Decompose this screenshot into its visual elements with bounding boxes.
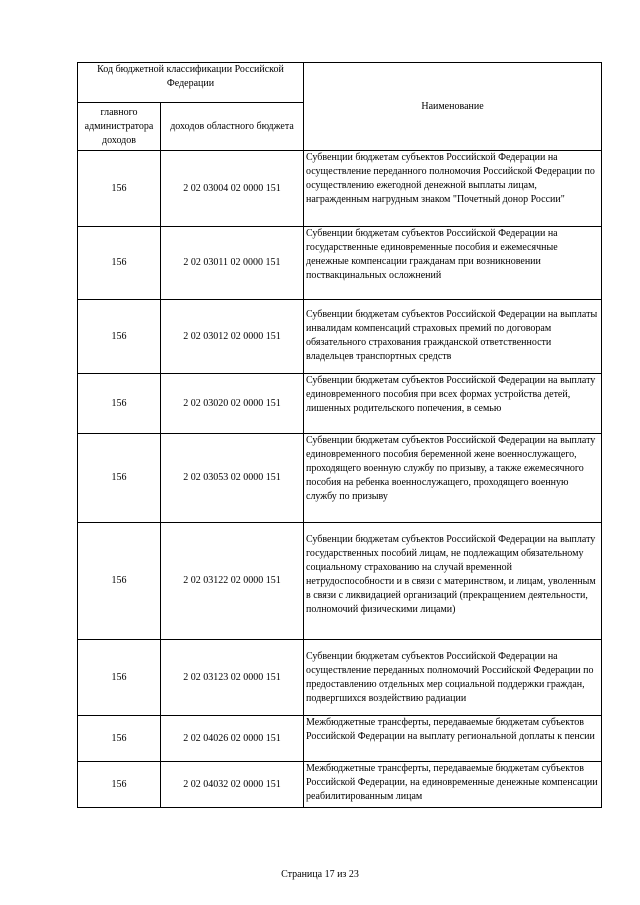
table-row (78, 523, 602, 640)
table-row (78, 762, 602, 808)
header-admin: главного администратора доходов (78, 103, 161, 151)
cell-admin: 156 (78, 300, 161, 374)
header-group-title: Код бюджетной классификации Российской Федерации (78, 63, 304, 103)
cell-code: 2 02 03011 02 0000 151 (161, 227, 304, 300)
header-name: Наименование (304, 63, 602, 151)
cell-admin: 156 (78, 640, 161, 716)
cell-name: Субвенции бюджетам субъектов Российской Федерации на выплату государственных пособий лицам, не подлежащим обязательному социальному страхованию на случай временной нетрудоспособности и в связи с материнством, и лицам, уволенным в связи с ликвидацией организаций (прекращением деятельности, полномочий физическими лицами) (304, 523, 602, 640)
table-row (78, 716, 602, 762)
cell-code: 2 02 03123 02 0000 151 (161, 640, 304, 716)
cell-code: 2 02 04026 02 0000 151 (161, 716, 304, 762)
table-row (78, 151, 602, 227)
cell-name: Субвенции бюджетам субъектов Российской Федерации на осуществление переданного полномочия Российской Федерации по осуществлению ежегодной денежной выплаты лицам, награжденным нагрудным знаком "Почетный донор России" (304, 151, 602, 227)
cell-name: Межбюджетные трансферты, передаваемые бюджетам субъектов Российской Федерации, на единовременные денежные компенсации реабилитированным лицам (304, 762, 602, 808)
header-code: доходов областного бюджета (161, 103, 304, 151)
cell-name: Субвенции бюджетам субъектов Российской Федерации на выплаты инвалидам компенсаций страховых премий по договорам обязательного страхования гражданской ответственности владельцев транспортных средств (304, 300, 602, 374)
table-row (78, 227, 602, 300)
cell-code: 2 02 03020 02 0000 151 (161, 374, 304, 434)
cell-admin: 156 (78, 374, 161, 434)
cell-admin: 156 (78, 762, 161, 808)
table-row (78, 434, 602, 523)
header-row-group (78, 63, 602, 103)
cell-code: 2 02 04032 02 0000 151 (161, 762, 304, 808)
cell-admin: 156 (78, 434, 161, 523)
page-number-footer: Страница 17 из 23 (281, 869, 359, 880)
table-row (78, 374, 602, 434)
cell-name: Субвенции бюджетам субъектов Российской Федерации на выплату единовременного пособия при всех формах устройства детей, лишенных родительского попечения, в семью (304, 374, 602, 434)
budget-classification-table (77, 62, 602, 808)
table-body (78, 151, 602, 808)
table-row (78, 300, 602, 374)
cell-code: 2 02 03053 02 0000 151 (161, 434, 304, 523)
cell-name: Межбюджетные трансферты, передаваемые бюджетам субъектов Российской Федерации на выплату региональной доплаты к пенсии (304, 716, 602, 762)
cell-admin: 156 (78, 227, 161, 300)
cell-admin: 156 (78, 716, 161, 762)
cell-code: 2 02 03122 02 0000 151 (161, 523, 304, 640)
cell-admin: 156 (78, 523, 161, 640)
cell-admin: 156 (78, 151, 161, 227)
cell-code: 2 02 03004 02 0000 151 (161, 151, 304, 227)
cell-name: Субвенции бюджетам субъектов Российской Федерации на государственные единовременные пособия и ежемесячные денежные компенсации гражданам при возникновении поствакцинальных осложнений (304, 227, 602, 300)
cell-name: Субвенции бюджетам субъектов Российской Федерации на выплату единовременного пособия беременной жене военнослужащего, проходящего военную службу по призыву, а также ежемесячного пособия на ребенка военнослужащего, проходящего военную службу по призыву (304, 434, 602, 523)
table-row (78, 640, 602, 716)
cell-code: 2 02 03012 02 0000 151 (161, 300, 304, 374)
cell-name: Субвенции бюджетам субъектов Российской Федерации на осуществление переданных полномочий Российской Федерации по предоставлению отдельных мер социальной поддержки граждан, подвергшихся воздействию радиации (304, 640, 602, 716)
